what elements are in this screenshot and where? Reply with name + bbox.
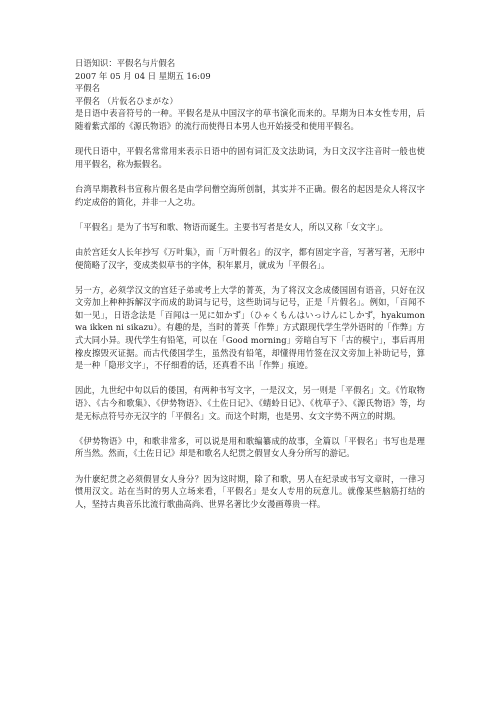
paragraph: 现代日语中，平假名常常用来表示日语中的固有词汇及文法助词，为日文汉字注音时一般也使用平假名，称为振假名。 [75, 146, 425, 169]
paragraph: 为什麽纪贯之必须假冒女人身分？因为这时期，除了和歌，男人在纪录或书写文章时，一律习惯用汉文。站在当时的男人立场来看，「平假名」是女人专用的玩意儿。就像某些脑筋打结的人，坚持古典音乐比流行歌曲高尚、世界名著比少女漫画尊贵一样。 [75, 473, 425, 509]
document [75, 57, 425, 510]
document-title: 日语知识：平假名与片假名 [75, 58, 176, 68]
paragraph: 另一方，必须学汉文的宫廷子弟或考上大学的菁英，为了将汉文念成倭国固有语音，只好在汉文旁加上种种拆解汉字而成的助词与记号，这些助词与记号，正是「片假名」。例如，「百闻不如一见」，日语念法是「百闻は一见に如かず」（ひゃくもんはいっけんにしかず，hyakumon wa ikken ni sikazu）。有趣的是，当时的菁英「作弊」方式跟现代学生学外语时的「作弊」方式大同小异。现代学生有铅笔，可以在「Good morning」旁暗自写下「古的模宁」，事后再用橡皮擦毁灭证据。而古代倭国学生，虽然没有铅笔，却懂得用竹签在汉文旁加上补助记号，算是一种「隐形文字」，不仔细看的话，还真看不出「作弊」痕迹。 [75, 284, 425, 371]
paragraph: 由於宫廷女人长年抄写《万叶集》，而「万叶假名」的汉字，都有固定字音，写著写著，无形中便简略了汉字，变成类似草书的字体，积年累月，就成为「平假名」。 [75, 246, 425, 270]
paragraph: 「平假名」是为了书写和歌、物语而诞生。主要书写者是女人，所以又称「女文字」。 [75, 221, 389, 232]
paragraph: 因此，九世纪中旬以后的倭国，有两种书写文字，一是汉文，另一则是「平假名」文。《竹取物语》、《古今和歌集》、《伊势物语》、《土佐日记》、《蜻蛉日记》、《枕草子》、《源氏物语》等，均是无标点符号亦无汉字的「平假名」文。而这个时期，也是男、女文字势不两立的时期。 [75, 385, 425, 421]
document-date: 2007 年 05 月 04 日 星期五 16:09 [75, 70, 211, 81]
section-heading: 平假名 [75, 83, 101, 94]
paragraph: 《伊势物语》中，和歌非常多，可以说是用和歌编纂成的故事，全篇以「平假名」书写也是理所当然。然而，《土佐日记》却是和歌名人纪贯之假冒女人身分所写的游记。 [75, 435, 425, 459]
paragraph: 台湾早期教科书宣称片假名是由学问僧空海所创制，其实并不正确。假名的起因是众人将汉字约定成俗的简化，并非一人之功。 [75, 183, 425, 207]
section-subheading: 平假名 （片仮名ひまがな） [75, 95, 178, 106]
paragraph: 是日语中表音符号的一种。平假名是从中国汉字的草书演化而来的。早期为日本女性专用，后随着紫式部的《源氏物语》的流行而使得日本男人也开始接受和使用平假名。 [75, 108, 425, 131]
